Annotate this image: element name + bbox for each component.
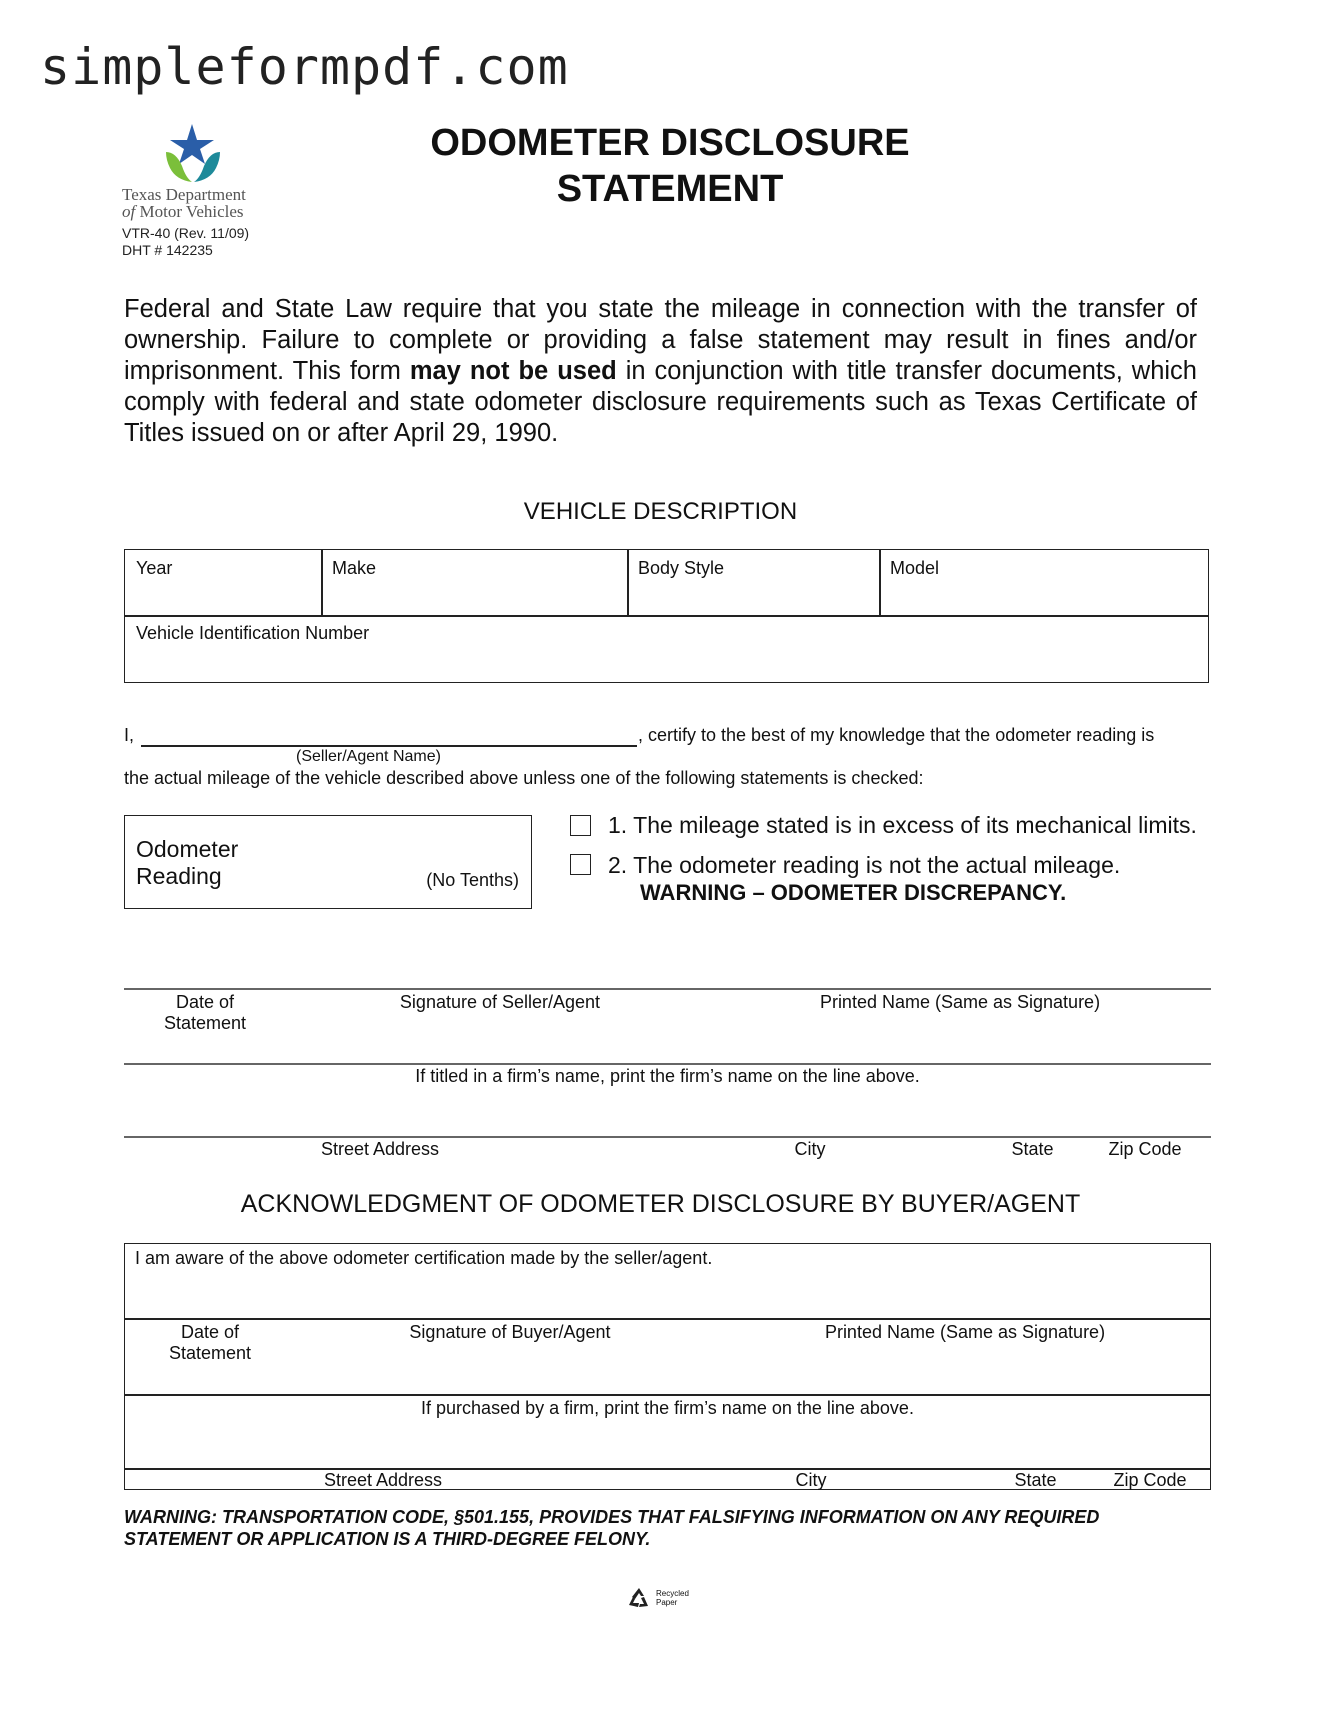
recycle-icon — [626, 1586, 652, 1610]
buyer-signature-line[interactable] — [125, 1318, 1210, 1320]
seller-street-label: Street Address — [320, 1139, 440, 1159]
agency-of: of — [122, 202, 136, 221]
odometer-label-line-1: Odometer — [136, 836, 239, 862]
seller-signature-line[interactable] — [124, 988, 1211, 990]
buyer-zip-label: Zip Code — [1113, 1470, 1187, 1490]
buyer-firm-line[interactable] — [125, 1394, 1210, 1396]
form-number: VTR-40 (Rev. 11/09) — [122, 225, 250, 241]
buyer-date-label — [145, 1322, 275, 1364]
certify-suffix: , certify to the best of my knowledge that the odometer reading is — [638, 725, 1155, 745]
not-actual-mileage-checkbox[interactable] — [570, 854, 591, 875]
seller-state-label: State — [1011, 1139, 1054, 1159]
buyer-printed-name-label: Printed Name (Same as Signature) — [824, 1322, 1106, 1342]
buyer-date-line-2: Statement — [168, 1343, 252, 1363]
seller-name-line[interactable] — [141, 745, 637, 747]
buyer-date-line-1: Date of — [180, 1322, 240, 1342]
seller-signature-label: Signature of Seller/Agent — [399, 992, 601, 1012]
vehicle-description-table — [124, 549, 1209, 683]
seller-firm-note: If titled in a firm’s name, print the firm’s name on the line above. — [415, 1066, 920, 1086]
intro-part-2: in conjunction with title transfer documents, which comply with federal and state odometer disclosure requirements such as Texas Certificate of Titles issued on or after April 29, 1990. — [124, 357, 1197, 447]
no-tenths-note: (No Tenths) — [426, 870, 519, 890]
agency-line-2: Motor Vehicles — [135, 202, 244, 221]
option-2-label: 2. The odometer reading is not the actual mileage. — [608, 852, 1121, 878]
vin-field[interactable] — [125, 615, 1208, 682]
odometer-reading-field[interactable] — [124, 815, 532, 909]
mileage-excess-checkbox[interactable] — [570, 815, 591, 836]
buyer-state-label: State — [1014, 1470, 1057, 1490]
seller-date-line-1: Date of — [175, 992, 235, 1012]
buyer-acknowledgment-heading: ACKNOWLEDGMENT OF ODOMETER DISCLOSURE BY BUYER/AGENT — [240, 1190, 1081, 1218]
recycled-line-2: Paper — [656, 1598, 678, 1607]
felony-warning — [124, 1506, 1214, 1550]
odometer-label-line-2: Reading — [136, 863, 222, 889]
txdmv-star-logo-icon — [158, 122, 228, 186]
agency-line-1: Texas Department — [122, 185, 246, 204]
buyer-aware-statement: I am aware of the above odometer certification made by the seller/agent. — [135, 1248, 713, 1268]
watermark-text: simpleformpdf.com — [40, 38, 569, 96]
intro-part-1: Federal and State Law require that you state the mileage in connection with the transfer of ownership. Failure to complete or providing a false statement may result in fines and/or imprisonment. This form — [124, 295, 1197, 385]
seller-city-label: City — [794, 1139, 826, 1159]
body-style-label: Body Style — [638, 558, 725, 578]
seller-zip-label: Zip Code — [1108, 1139, 1182, 1159]
odometer-label — [136, 836, 238, 890]
agency-name — [122, 186, 246, 220]
year-field[interactable] — [125, 550, 321, 615]
title-line-1: ODOMETER DISCLOSURE — [430, 122, 910, 164]
buyer-street-label: Street Address — [323, 1470, 443, 1490]
felony-warning-line-1: WARNING: TRANSPORTATION CODE, §501.155, PROVIDES THAT FALSIFYING INFORMATION ON ANY REQUIRED — [124, 1507, 1100, 1527]
dht-number: DHT # 142235 — [122, 242, 213, 258]
seller-firm-line[interactable] — [124, 1063, 1211, 1065]
recycled-paper-mark — [626, 1586, 689, 1610]
body-style-field[interactable] — [627, 550, 879, 615]
seller-address-line[interactable] — [124, 1136, 1211, 1138]
year-label: Year — [136, 558, 173, 578]
felony-warning-line-2: STATEMENT OR APPLICATION IS A THIRD-DEGREE FELONY. — [124, 1529, 651, 1549]
make-field[interactable] — [321, 550, 627, 615]
buyer-firm-note: If purchased by a firm, print the firm’s name on the line above. — [421, 1398, 914, 1418]
model-label: Model — [890, 558, 940, 578]
recycled-label — [656, 1589, 689, 1607]
option-1-label: 1. The mileage stated is in excess of its mechanical limits. — [608, 812, 1197, 838]
certify-line-2: the actual mileage of the vehicle described above unless one of the following statements is checked: — [124, 768, 924, 788]
buyer-city-label: City — [795, 1470, 827, 1490]
intro-paragraph — [124, 294, 1197, 449]
title-line-2: STATEMENT — [556, 168, 784, 210]
make-label: Make — [332, 558, 377, 578]
buyer-acknowledgment-table — [124, 1243, 1211, 1490]
model-field[interactable] — [879, 550, 1208, 615]
form-id-block — [122, 225, 249, 259]
buyer-signature-label: Signature of Buyer/Agent — [409, 1322, 611, 1342]
seller-date-line-2: Statement — [163, 1013, 247, 1033]
page-title — [380, 120, 960, 212]
odometer-discrepancy-warning: WARNING – ODOMETER DISCREPANCY. — [640, 880, 1067, 905]
seller-printed-name-label: Printed Name (Same as Signature) — [819, 992, 1101, 1012]
certify-prefix: I, — [124, 725, 135, 745]
recycled-line-1: Recycled — [656, 1589, 689, 1598]
seller-name-caption: (Seller/Agent Name) — [296, 748, 441, 765]
intro-bold: may not be used — [409, 357, 617, 385]
vin-label: Vehicle Identification Number — [136, 623, 370, 643]
vehicle-description-heading: VEHICLE DESCRIPTION — [523, 498, 798, 525]
seller-date-label — [140, 992, 270, 1034]
